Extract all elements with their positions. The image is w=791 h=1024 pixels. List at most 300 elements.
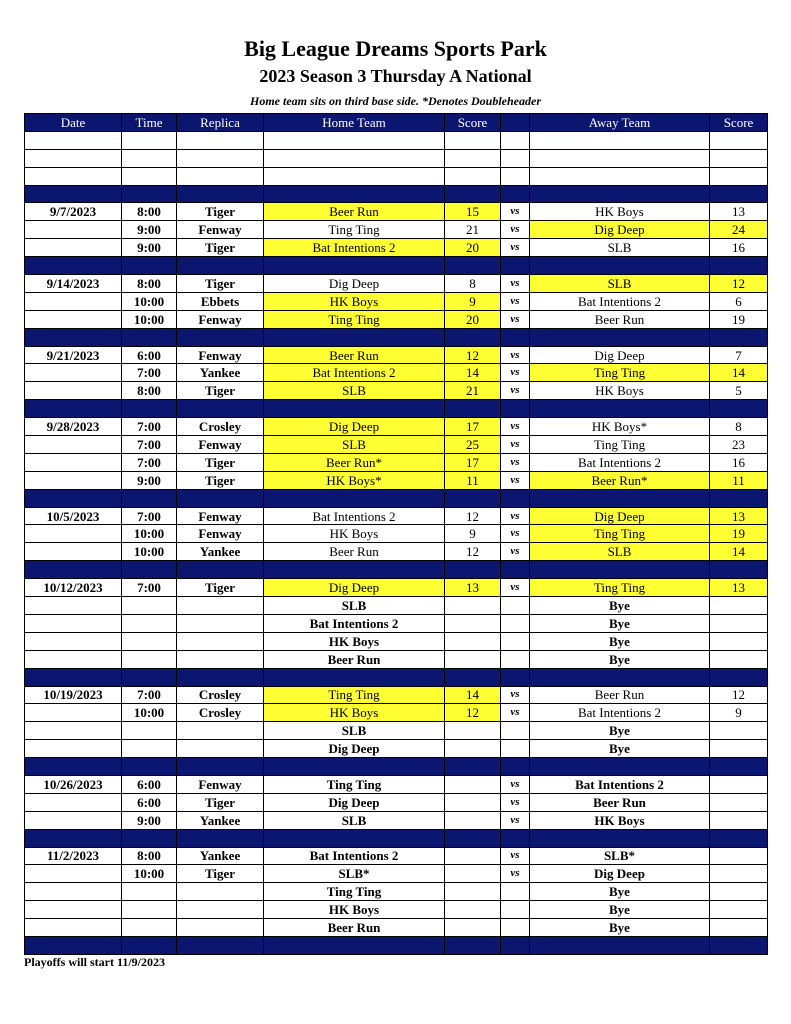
away-score-cell (710, 614, 768, 632)
away-score-cell: 16 (710, 239, 768, 257)
away-team-cell: Bye (530, 650, 710, 668)
away-score-cell: 5 (710, 382, 768, 400)
replica-cell (177, 597, 264, 615)
date-cell (25, 543, 122, 561)
time-cell (122, 740, 177, 758)
separator-cell (264, 489, 445, 507)
empty-cell (501, 131, 530, 149)
home-score-cell: 12 (445, 704, 501, 722)
home-team-cell: Dig Deep (264, 275, 445, 293)
home-score-cell (445, 740, 501, 758)
separator-cell (122, 489, 177, 507)
date-cell: 10/12/2023 (25, 579, 122, 597)
away-score-cell: 14 (710, 543, 768, 561)
separator-cell (264, 829, 445, 847)
vs-cell (501, 632, 530, 650)
home-score-cell (445, 632, 501, 650)
empty-cell (122, 167, 177, 185)
replica-cell: Crosley (177, 418, 264, 436)
separator-cell (122, 668, 177, 686)
game-row (25, 811, 768, 829)
date-cell (25, 811, 122, 829)
separator-cell (264, 400, 445, 418)
empty-cell (445, 167, 501, 185)
date-cell (25, 597, 122, 615)
away-score-cell (710, 722, 768, 740)
separator-cell (264, 758, 445, 776)
separator-cell (530, 489, 710, 507)
home-team-cell: Beer Run (264, 346, 445, 364)
time-cell: 8:00 (122, 203, 177, 221)
separator-cell (25, 489, 122, 507)
vs-cell: vs (501, 471, 530, 489)
replica-cell: Tiger (177, 239, 264, 257)
replica-cell: Yankee (177, 543, 264, 561)
home-score-cell: 21 (445, 382, 501, 400)
away-team-cell: Bat Intentions 2 (530, 292, 710, 310)
away-score-cell: 16 (710, 453, 768, 471)
home-score-cell (445, 793, 501, 811)
date-cell (25, 793, 122, 811)
separator-cell (445, 829, 501, 847)
date-cell (25, 525, 122, 543)
home-team-cell: HK Boys (264, 704, 445, 722)
vs-cell: vs (501, 382, 530, 400)
separator-cell (501, 489, 530, 507)
home-score-cell: 17 (445, 453, 501, 471)
vs-cell: vs (501, 310, 530, 328)
replica-cell: Yankee (177, 811, 264, 829)
away-score-cell: 13 (710, 579, 768, 597)
bye-row (25, 650, 768, 668)
separator-cell (177, 829, 264, 847)
col-header-away-team: Away Team (530, 114, 710, 132)
game-row (25, 793, 768, 811)
home-score-cell (445, 883, 501, 901)
date-cell (25, 239, 122, 257)
vs-cell (501, 597, 530, 615)
home-team-cell: Dig Deep (264, 418, 445, 436)
home-score-cell: 14 (445, 364, 501, 382)
empty-cell (25, 167, 122, 185)
home-score-cell: 8 (445, 275, 501, 293)
separator-cell (530, 328, 710, 346)
time-cell: 7:00 (122, 418, 177, 436)
home-team-cell: SLB (264, 597, 445, 615)
empty-cell (25, 149, 122, 167)
replica-cell (177, 740, 264, 758)
home-score-cell (445, 650, 501, 668)
vs-cell: vs (501, 865, 530, 883)
date-cell: 10/5/2023 (25, 507, 122, 525)
home-team-cell: Beer Run (264, 650, 445, 668)
date-cell (25, 471, 122, 489)
separator-cell (25, 936, 122, 954)
empty-cell (177, 167, 264, 185)
time-cell: 10:00 (122, 525, 177, 543)
empty-cell (25, 131, 122, 149)
date-cell (25, 382, 122, 400)
away-team-cell: Bye (530, 614, 710, 632)
empty-cell (501, 149, 530, 167)
game-row (25, 471, 768, 489)
home-team-cell: Beer Run (264, 543, 445, 561)
replica-cell (177, 901, 264, 919)
away-team-cell: Dig Deep (530, 865, 710, 883)
home-score-cell: 11 (445, 471, 501, 489)
separator-cell (501, 668, 530, 686)
away-team-cell: SLB (530, 275, 710, 293)
away-score-cell (710, 650, 768, 668)
separator-cell (177, 936, 264, 954)
replica-cell: Yankee (177, 847, 264, 865)
bye-row (25, 614, 768, 632)
time-cell: 9:00 (122, 471, 177, 489)
week-separator-row (25, 257, 768, 275)
vs-cell: vs (501, 811, 530, 829)
away-team-cell: Bat Intentions 2 (530, 704, 710, 722)
date-cell (25, 292, 122, 310)
date-cell (25, 453, 122, 471)
separator-cell (710, 758, 768, 776)
schedule-note: Home team sits on third base side. *Denotes Doubleheader (250, 94, 541, 108)
separator-cell (122, 829, 177, 847)
home-score-cell (445, 919, 501, 937)
away-team-cell: Ting Ting (530, 579, 710, 597)
home-team-cell: Bat Intentions 2 (264, 847, 445, 865)
vs-cell: vs (501, 436, 530, 454)
separator-cell (530, 257, 710, 275)
vs-cell: vs (501, 704, 530, 722)
separator-cell (710, 561, 768, 579)
time-cell: 8:00 (122, 275, 177, 293)
replica-cell: Tiger (177, 579, 264, 597)
date-cell (25, 364, 122, 382)
game-row (25, 543, 768, 561)
away-team-cell: Bye (530, 883, 710, 901)
away-score-cell: 13 (710, 507, 768, 525)
separator-cell (264, 257, 445, 275)
separator-cell (445, 936, 501, 954)
game-row (25, 865, 768, 883)
separator-cell (25, 257, 122, 275)
date-cell: 11/2/2023 (25, 847, 122, 865)
col-header-replica: Replica (177, 114, 264, 132)
separator-cell (264, 668, 445, 686)
home-team-cell: Dig Deep (264, 793, 445, 811)
home-score-cell (445, 614, 501, 632)
date-cell (25, 740, 122, 758)
separator-cell (122, 758, 177, 776)
replica-cell: Yankee (177, 364, 264, 382)
home-team-cell: Dig Deep (264, 740, 445, 758)
separator-cell (177, 489, 264, 507)
home-score-cell: 20 (445, 310, 501, 328)
separator-cell (25, 328, 122, 346)
vs-cell: vs (501, 239, 530, 257)
separator-cell (710, 489, 768, 507)
footer-note: Playoffs will start 11/9/2023 (24, 955, 165, 969)
away-score-cell (710, 740, 768, 758)
separator-cell (122, 400, 177, 418)
vs-cell (501, 722, 530, 740)
away-score-cell (710, 597, 768, 615)
home-score-cell: 9 (445, 525, 501, 543)
separator-cell (501, 257, 530, 275)
separator-cell (530, 400, 710, 418)
replica-cell: Tiger (177, 453, 264, 471)
separator-cell (501, 185, 530, 203)
time-cell: 6:00 (122, 346, 177, 364)
replica-cell: Fenway (177, 525, 264, 543)
separator-cell (122, 936, 177, 954)
home-score-cell: 12 (445, 346, 501, 364)
empty-cell (501, 167, 530, 185)
separator-cell (445, 185, 501, 203)
home-team-cell: Ting Ting (264, 310, 445, 328)
away-team-cell: HK Boys (530, 203, 710, 221)
game-row (25, 275, 768, 293)
separator-cell (710, 185, 768, 203)
home-score-cell: 9 (445, 292, 501, 310)
separator-cell (25, 185, 122, 203)
home-team-cell: SLB (264, 436, 445, 454)
vs-cell: vs (501, 525, 530, 543)
game-row (25, 239, 768, 257)
time-cell (122, 901, 177, 919)
away-score-cell: 24 (710, 221, 768, 239)
game-row (25, 203, 768, 221)
replica-cell: Tiger (177, 793, 264, 811)
separator-cell (501, 561, 530, 579)
date-cell: 9/7/2023 (25, 203, 122, 221)
away-team-cell: Bye (530, 919, 710, 937)
game-row (25, 525, 768, 543)
home-team-cell: Beer Run (264, 919, 445, 937)
separator-cell (710, 328, 768, 346)
away-score-cell (710, 865, 768, 883)
vs-cell (501, 614, 530, 632)
col-header-home-team: Home Team (264, 114, 445, 132)
empty-cell (445, 149, 501, 167)
replica-cell: Crosley (177, 704, 264, 722)
empty-cell (177, 149, 264, 167)
home-team-cell: Beer Run (264, 203, 445, 221)
game-row (25, 221, 768, 239)
home-team-cell: SLB (264, 811, 445, 829)
home-team-cell: HK Boys (264, 632, 445, 650)
time-cell: 7:00 (122, 507, 177, 525)
time-cell (122, 722, 177, 740)
away-team-cell: Dig Deep (530, 507, 710, 525)
bye-row (25, 597, 768, 615)
game-row (25, 775, 768, 793)
away-team-cell: Bat Intentions 2 (530, 453, 710, 471)
home-team-cell: Beer Run* (264, 453, 445, 471)
vs-cell: vs (501, 847, 530, 865)
date-cell (25, 901, 122, 919)
time-cell: 6:00 (122, 775, 177, 793)
away-team-cell: Ting Ting (530, 436, 710, 454)
separator-cell (264, 328, 445, 346)
away-team-cell: Beer Run (530, 793, 710, 811)
separator-cell (177, 400, 264, 418)
replica-cell: Fenway (177, 346, 264, 364)
time-cell: 10:00 (122, 865, 177, 883)
away-team-cell: SLB* (530, 847, 710, 865)
week-separator-row (25, 328, 768, 346)
week-separator-row (25, 561, 768, 579)
empty-row (25, 131, 768, 149)
game-row (25, 507, 768, 525)
table-header-row (25, 114, 768, 132)
home-score-cell: 12 (445, 507, 501, 525)
date-cell (25, 436, 122, 454)
date-cell (25, 650, 122, 668)
time-cell (122, 614, 177, 632)
away-team-cell: HK Boys (530, 382, 710, 400)
date-cell (25, 704, 122, 722)
separator-cell (530, 185, 710, 203)
home-score-cell (445, 901, 501, 919)
date-cell: 9/21/2023 (25, 346, 122, 364)
away-score-cell: 6 (710, 292, 768, 310)
date-cell (25, 614, 122, 632)
empty-row (25, 167, 768, 185)
game-row (25, 346, 768, 364)
home-team-cell: HK Boys (264, 292, 445, 310)
vs-cell (501, 919, 530, 937)
time-cell: 9:00 (122, 811, 177, 829)
away-team-cell: Dig Deep (530, 346, 710, 364)
game-row (25, 686, 768, 704)
date-cell (25, 865, 122, 883)
separator-cell (445, 400, 501, 418)
separator-cell (177, 328, 264, 346)
vs-cell: vs (501, 364, 530, 382)
replica-cell: Fenway (177, 221, 264, 239)
vs-cell: vs (501, 543, 530, 561)
separator-cell (264, 936, 445, 954)
time-cell: 7:00 (122, 686, 177, 704)
empty-cell (530, 131, 710, 149)
home-score-cell (445, 847, 501, 865)
separator-cell (501, 328, 530, 346)
time-cell: 10:00 (122, 704, 177, 722)
separator-cell (501, 400, 530, 418)
game-row (25, 292, 768, 310)
vs-cell: vs (501, 221, 530, 239)
separator-cell (25, 829, 122, 847)
replica-cell: Tiger (177, 865, 264, 883)
replica-cell (177, 632, 264, 650)
home-score-cell: 12 (445, 543, 501, 561)
vs-cell: vs (501, 686, 530, 704)
date-cell: 10/19/2023 (25, 686, 122, 704)
home-score-cell (445, 775, 501, 793)
replica-cell: Tiger (177, 382, 264, 400)
away-team-cell: Dig Deep (530, 221, 710, 239)
separator-cell (445, 561, 501, 579)
vs-cell: vs (501, 453, 530, 471)
replica-cell (177, 650, 264, 668)
empty-cell (710, 167, 768, 185)
replica-cell: Tiger (177, 471, 264, 489)
time-cell: 8:00 (122, 847, 177, 865)
vs-cell: vs (501, 579, 530, 597)
home-team-cell: Bat Intentions 2 (264, 507, 445, 525)
empty-cell (264, 167, 445, 185)
separator-cell (530, 829, 710, 847)
away-team-cell: Beer Run (530, 310, 710, 328)
date-cell: 9/14/2023 (25, 275, 122, 293)
vs-cell: vs (501, 203, 530, 221)
separator-cell (445, 328, 501, 346)
game-row (25, 310, 768, 328)
away-team-cell: Bye (530, 740, 710, 758)
separator-cell (530, 561, 710, 579)
away-team-cell: Bat Intentions 2 (530, 775, 710, 793)
vs-cell: vs (501, 346, 530, 364)
empty-cell (177, 131, 264, 149)
time-cell: 10:00 (122, 543, 177, 561)
time-cell: 9:00 (122, 239, 177, 257)
time-cell: 7:00 (122, 436, 177, 454)
separator-cell (122, 328, 177, 346)
date-cell (25, 221, 122, 239)
away-score-cell (710, 793, 768, 811)
time-cell (122, 597, 177, 615)
away-team-cell: Bye (530, 722, 710, 740)
home-team-cell: HK Boys (264, 901, 445, 919)
date-cell (25, 722, 122, 740)
home-team-cell: SLB (264, 382, 445, 400)
replica-cell: Fenway (177, 310, 264, 328)
away-score-cell (710, 775, 768, 793)
bye-row (25, 919, 768, 937)
separator-cell (445, 489, 501, 507)
bye-row (25, 883, 768, 901)
away-team-cell: SLB (530, 543, 710, 561)
vs-cell: vs (501, 507, 530, 525)
away-team-cell: Beer Run* (530, 471, 710, 489)
separator-cell (710, 257, 768, 275)
home-score-cell: 15 (445, 203, 501, 221)
date-cell (25, 919, 122, 937)
home-team-cell: SLB (264, 722, 445, 740)
replica-cell (177, 722, 264, 740)
away-score-cell: 7 (710, 346, 768, 364)
empty-cell (264, 149, 445, 167)
home-team-cell: SLB* (264, 865, 445, 883)
col-header-home-score: Score (445, 114, 501, 132)
bye-row (25, 901, 768, 919)
page-title: Big League Dreams Sports Park (244, 36, 547, 61)
schedule-table (24, 113, 768, 955)
separator-cell (445, 758, 501, 776)
separator-cell (501, 758, 530, 776)
time-cell: 7:00 (122, 364, 177, 382)
date-cell (25, 883, 122, 901)
game-row (25, 436, 768, 454)
vs-cell: vs (501, 418, 530, 436)
home-score-cell (445, 597, 501, 615)
replica-cell: Tiger (177, 275, 264, 293)
home-score-cell: 20 (445, 239, 501, 257)
replica-cell (177, 883, 264, 901)
separator-cell (122, 561, 177, 579)
empty-cell (710, 149, 768, 167)
